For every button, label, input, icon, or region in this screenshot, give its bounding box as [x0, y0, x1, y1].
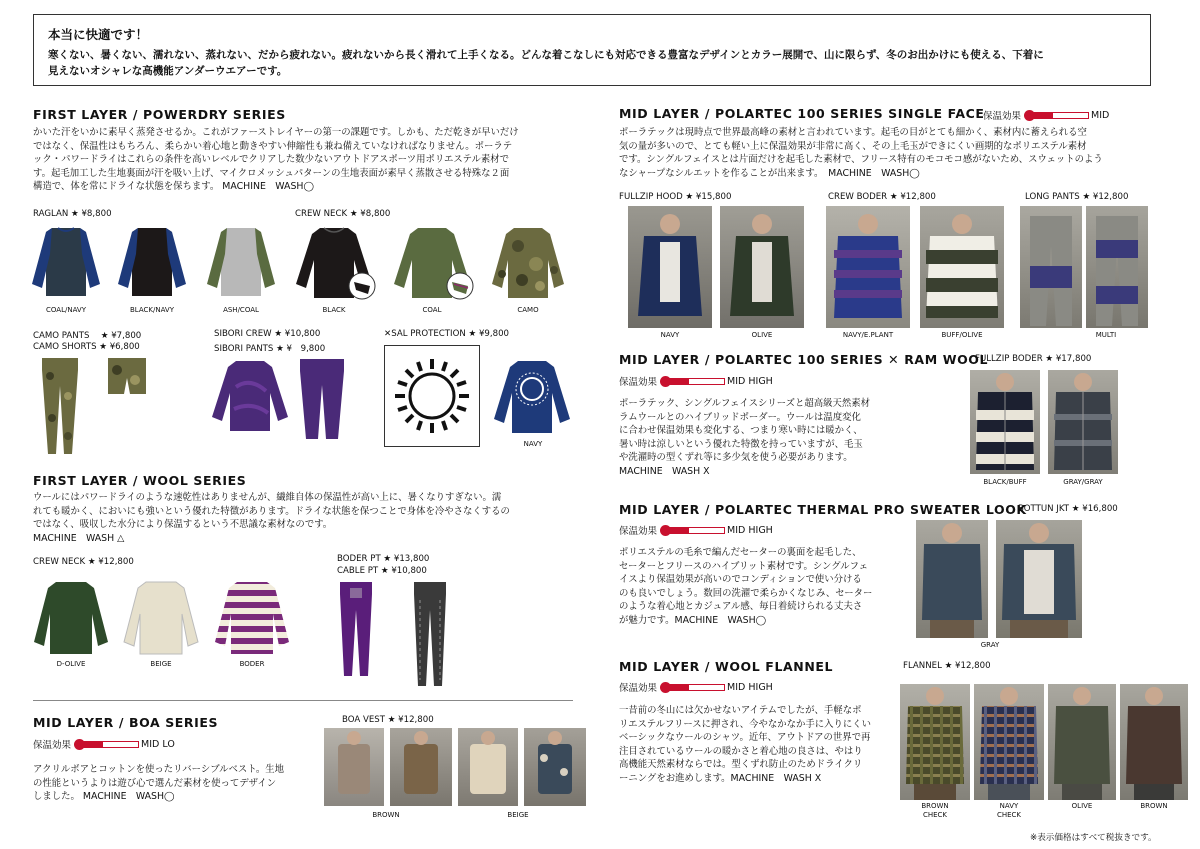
wool-crew-d-olive [30, 578, 112, 658]
flannel-brown-check-photo [900, 684, 970, 800]
powerdry-title: FIRST LAYER / POWERDRY SERIES [33, 107, 286, 122]
color-label: OLIVE [751, 331, 773, 339]
boder-pt-image [336, 580, 376, 680]
thermometer-tube [669, 684, 725, 691]
sibori-crew-label: SIBORI CREW ★ ¥10,800 [214, 329, 321, 339]
polartec-desc [619, 126, 1164, 180]
desc-line: す。起毛加工した生地裏面が汗を吸い上げ、マイクロメッシュパターンの生地表面が素早く蒸散させる特殊な２面 [33, 167, 510, 179]
crew-shirt-black [292, 224, 378, 302]
desc-line: ラムウールとのハイブリッドボーダー。ウールは温度変化 [619, 411, 861, 423]
color-label: COAL [422, 306, 442, 314]
color-label: BUFF/OLIVE [941, 331, 983, 339]
ramwool-desc [619, 397, 919, 479]
ramwool-warmth-meter [619, 374, 773, 388]
thermometer-tube [669, 527, 725, 534]
warmth-level: MID HIGH [727, 524, 773, 536]
wool-desc [33, 491, 578, 545]
desc-line: 暑い時は涼しいという優れた特徴を持っていますが、毛玉 [619, 438, 863, 450]
section-divider [33, 700, 573, 701]
warmth-label: 保温効果 [983, 111, 1022, 122]
warmth-label: 保温効果 [619, 683, 658, 694]
fullzip-hood-navy-photo [628, 206, 712, 328]
desc-line: に合わせ保温効果も変化する、つまり寒い時には暖かく、 [619, 425, 863, 437]
boder-pt-label: BODER PT ★ ¥13,800 [337, 554, 430, 564]
camo-pants-image [38, 356, 82, 456]
warmth-level: MID LO [141, 738, 175, 750]
desc-line: 高機能天然素材ならでは。型くずれ防止のためドライクリ [619, 759, 863, 771]
long-pants-multi-photo-2 [1086, 206, 1148, 328]
flannel-label: FLANNEL ★ ¥12,800 [903, 661, 991, 671]
wool-title: FIRST LAYER / WOOL SERIES [33, 473, 247, 488]
color-label: NAVY/E.PLANT [842, 331, 894, 339]
thermal-warmth-meter [619, 523, 773, 537]
warmth-label: 保温効果 [619, 377, 658, 388]
intro-line-1: 寒くない、暑くない、濡れない、蒸れない、だから疲れない。疲れないから長く滑れて上手くなる。どんな着こなしにも対応できる豊富なデザインとカラー展開で、山に限らず、冬のお出かけにも使える、下着に [48, 49, 1044, 61]
desc-line: ーニングをお進めします。MACHINE WASH X [619, 772, 822, 784]
thermometer-tube [1033, 112, 1089, 119]
crew-shirt-camo [488, 224, 568, 302]
flannel-navy-check-photo [974, 684, 1044, 800]
fullzip-hood-olive-photo [720, 206, 804, 328]
warmth-level: MID HIGH [727, 681, 773, 693]
intro-title: 本当に快適です！ [48, 27, 149, 42]
desc-line: の性能というよりは遊び心で選んだ素材を使ってデザイン [33, 777, 277, 789]
color-label: BLACK/NAVY [129, 306, 174, 314]
powerdry-desc [33, 126, 578, 194]
bottun-jkt-gray-photo-1 [916, 520, 988, 638]
desc-line: のような着心地とカジュアル感、毎日着続けられる丈夫さ [619, 601, 863, 613]
desc-line: ベーシックなウールのシャツ。近年、アウトドアの世界で再 [619, 732, 871, 744]
desc-line: ポーラテック、シングルフェイスシリーズと超高級天然素材 [619, 398, 871, 409]
camo-pants-label: CAMO PANTS ★ ¥7,800 [33, 331, 142, 341]
polartec-title: MID LAYER / POLARTEC 100 SERIES SINGLE FACE [619, 106, 985, 121]
sibori-pants-image [294, 357, 350, 443]
color-label: BEIGE [150, 660, 172, 668]
color-label: BEIGE [507, 811, 529, 819]
color-label: CAMO [517, 306, 539, 314]
boa-vest-beige-photo-2 [524, 728, 586, 806]
desc-line: れても暖かく、においにも強いという優れた特徴があります。ドライな状態を保つことで身体を冷やさなくするの [33, 505, 510, 517]
wool-crew-boder [211, 578, 293, 658]
color-label: BLACK/BUFF [983, 478, 1027, 486]
color-label: BROWN CHECK [921, 802, 949, 819]
long-pants-multi-photo-1 [1020, 206, 1082, 328]
color-label: GRAY/GRAY [1063, 478, 1103, 486]
thermal-desc [619, 546, 919, 628]
desc-line: アクリルボアとコットンを使ったリバーシブルベスト。生地 [33, 764, 284, 775]
color-label: MULTI [1095, 331, 1117, 339]
camo-shorts-label: CAMO SHORTS ★ ¥6,800 [33, 342, 140, 352]
thermometer-tube [669, 378, 725, 385]
flannel-title: MID LAYER / WOOL FLANNEL [619, 659, 834, 674]
fullzip-boder-gray-gray-photo [1048, 370, 1118, 474]
desc-line: MACHINE WASH △ [33, 532, 125, 544]
warmth-label: 保温効果 [619, 526, 658, 537]
color-label: NAVY [660, 331, 680, 339]
desc-line: MACHINE WASH X [619, 465, 710, 477]
flannel-desc [619, 704, 904, 786]
boa-warmth-meter [33, 737, 175, 751]
desc-line: ではなく、吸収した水分により保温するという不思議な素材なのです。 [33, 519, 333, 531]
raglan-label: RAGLAN ★ ¥8,800 [33, 209, 112, 219]
sal-protection-label: ✕SAL PROTECTION ★ ¥9,800 [384, 329, 510, 339]
boa-desc [33, 763, 323, 804]
cable-pt-label: CABLE PT ★ ¥10,800 [337, 566, 427, 576]
color-label: BLACK [322, 306, 346, 314]
desc-line: です。シングルフェイスとは片面だけを起毛した素材で、フリース特有のモコモコ感がないため、スウェットのよう [619, 154, 1103, 166]
desc-line: 気の量が多いので、とても軽い上に保温効果が非常に高く、その上毛玉ができにくい画期的なポリエステル素材 [619, 140, 1087, 152]
boa-vest-label: BOA VEST ★ ¥12,800 [342, 715, 434, 725]
boa-vest-brown-photo-2 [390, 728, 452, 806]
camo-shorts-image [105, 356, 149, 398]
wool-crew-beige [120, 578, 202, 658]
wool-crew-label: CREW NECK ★ ¥12,800 [33, 557, 134, 567]
color-label: OLIVE [1071, 802, 1093, 810]
thermometer-tube [83, 741, 139, 748]
desc-line: しました。 MACHINE WASH◯ [33, 791, 175, 803]
crew-boder-label: CREW BODER ★ ¥12,800 [828, 192, 936, 202]
warmth-level: MID [1091, 109, 1110, 121]
sibori-pants-label: SIBORI PANTS ★ ¥ 9,800 [214, 344, 326, 354]
boa-vest-beige-photo-1 [458, 728, 518, 806]
boa-vest-brown-photo-1 [324, 728, 384, 806]
desc-line: ポリエステルの毛糸で編んだセーターの裏面を起毛した、 [619, 547, 862, 558]
desc-line: ウールにはパワードライのような速乾性はありませんが、繊維自体の保温性が高い上に、暑くなりすぎない。濡 [33, 492, 502, 503]
color-label: NAVY [523, 440, 543, 448]
thermal-title: MID LAYER / POLARTEC THERMAL PRO SWEATER LOOK [619, 502, 1027, 517]
intro-box [33, 14, 1151, 86]
fullzip-hood-label: FULLZIP HOOD ★ ¥15,800 [619, 192, 732, 202]
color-label: BROWN [1140, 802, 1168, 810]
cable-pt-image [410, 580, 450, 690]
desc-line: イスより保温効果が高いのでコンディションで使い分ける [619, 574, 862, 586]
desc-line: ック・パワードライはこれらの条件を高いレベルでクリアした数少ないアウトドアスポーツ用ポリエステル素材で [33, 154, 509, 166]
flannel-olive-photo [1048, 684, 1116, 800]
flannel-brown-photo [1120, 684, 1188, 800]
color-label: NAVY CHECK [996, 802, 1022, 819]
boa-title: MID LAYER / BOA SERIES [33, 715, 219, 730]
color-label: BODER [239, 660, 265, 668]
bottun-jkt-gray-photo-2 [996, 520, 1082, 638]
warmth-level: MID HIGH [727, 375, 773, 387]
color-label: GRAY [980, 641, 1000, 649]
desc-line: のも良いでしょう。数回の洗濯で柔らかくなじみ、セーター [619, 587, 873, 599]
desc-line: ではなく、保温性はもちろん、柔らかい着心地と動きやすい伸縮性も兼ね備えていなければなりません。ポーラテ [33, 140, 513, 152]
sal-shirt-navy [490, 357, 576, 437]
fullzip-boder-black-buff-photo [970, 370, 1040, 474]
raglan-shirt-coal-navy [28, 224, 104, 300]
desc-line: かいた汗をいかに素早く蒸発させるか。これがファーストレイヤーの第一の課題です。しかも、ただ乾きが早いだけ [33, 127, 519, 138]
color-label: COAL/NAVY [46, 306, 86, 314]
ramwool-title: MID LAYER / POLARTEC 100 SERIES ✕ RAM WOOL [619, 352, 989, 367]
sal-sun-pattern-image [384, 345, 480, 447]
color-label: D-OLIVE [56, 660, 86, 668]
raglan-shirt-black-navy [114, 224, 190, 300]
sibori-crew-image [208, 357, 294, 435]
desc-line: 一昔前の冬山には欠かせないアイテムでしたが、手軽なポ [619, 705, 862, 716]
desc-line: セーターとフリースのハイブリット素材です。シングルフェ [619, 560, 868, 572]
crew-shirt-coal [390, 224, 476, 302]
crew-boder-navy-photo [826, 206, 910, 328]
desc-line: なシャープなシルエットを作ることが出来ます。 MACHINE WASH◯ [619, 167, 920, 179]
long-pants-label: LONG PANTS ★ ¥12,800 [1025, 192, 1129, 202]
color-label: ASH/COAL [223, 306, 259, 314]
flannel-warmth-meter [619, 680, 773, 694]
desc-line: リエステルフリースに押され、今やなかなか手に入りにくい [619, 718, 872, 730]
color-label: BROWN [372, 811, 400, 819]
crew-boder-buff-olive-photo [920, 206, 1004, 328]
intro-line-2: 見えないオシャレな高機能アンダーウエアーです。 [48, 65, 288, 77]
warmth-label: 保温効果 [33, 740, 72, 751]
desc-line: 構造で、体を常にドライな状態を保ちます。 MACHINE WASH◯ [33, 181, 314, 193]
desc-line: や洗濯時の型くずれ等に多少気を使う必要があります。 [619, 452, 853, 464]
polartec-warmth-meter [983, 108, 1109, 122]
desc-line: が魅力です。MACHINE WASH◯ [619, 614, 767, 626]
tax-footnote: ※表示価格はすべて税抜きです。 [1030, 833, 1157, 843]
desc-line: 注目されているウールの暖かさと着心地の良さは、やはり [619, 745, 863, 757]
intro-body [48, 47, 1136, 79]
fullzip-boder-label: FULLZIP BODER ★ ¥17,800 [975, 354, 1092, 364]
crew-neck-label: CREW NECK ★ ¥8,800 [295, 209, 391, 219]
raglan-shirt-ash-coal [203, 224, 279, 300]
bottun-jkt-label: BOTTUN JKT ★ ¥16,800 [1018, 504, 1118, 514]
desc-line: ポーラテックは現時点で世界最高峰の素材と言われています。起毛の目がとても細かく、素材内に蓄えられる空 [619, 127, 1087, 138]
